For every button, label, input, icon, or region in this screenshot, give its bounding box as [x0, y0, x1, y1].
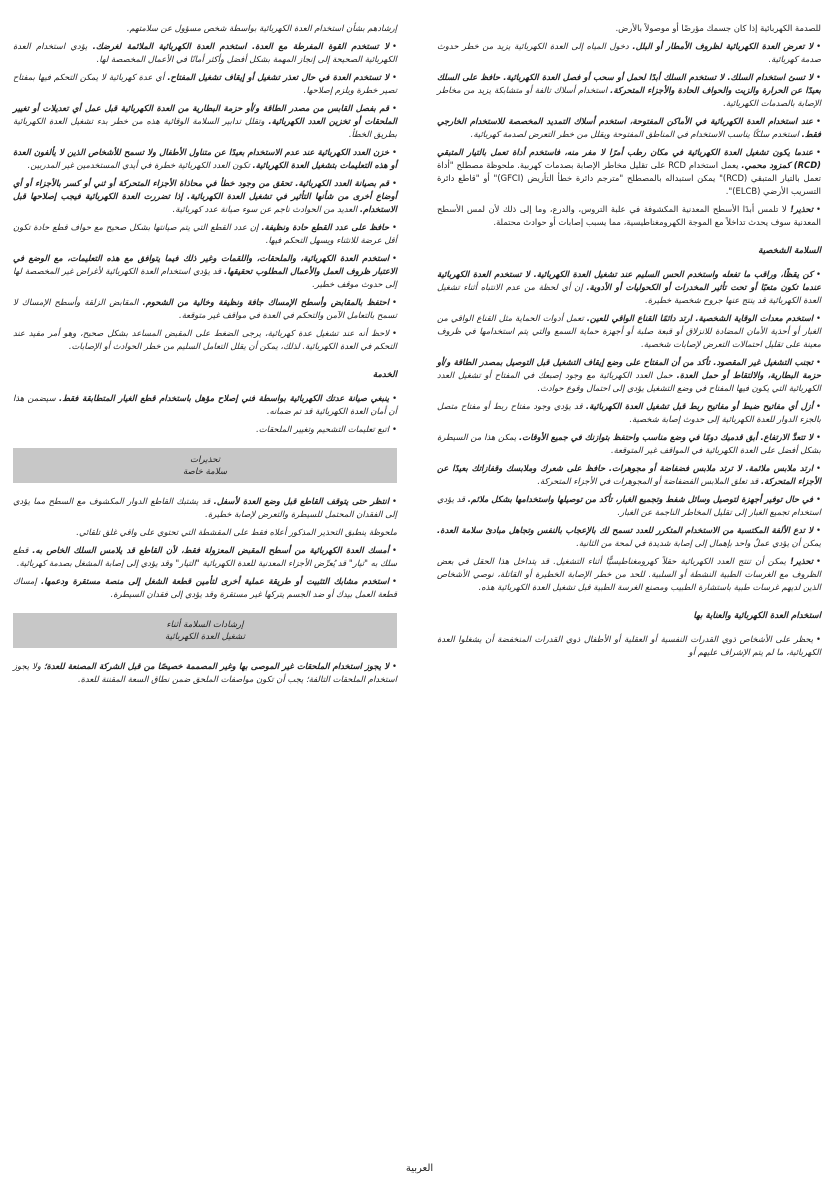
bullet-text: العديد من الحوادث ناجم عن سوء صيانة عدد كهربائية.	[172, 204, 358, 214]
bullet-text: قطع سلك به "تيار" قد يُعرِّض الأجزاء المعدنية للعدة الكهربائية "التيار" وقد يؤدي إلى إصابة المشغل بصدمة كهربائية.	[13, 545, 397, 568]
bullet-text: استخدم سلكًا يناسب الاستخدام في المناطق المفتوحة ويقلل من خطر التعرض لصدمة كهربائية.	[470, 129, 799, 139]
banner-title: إرشادات السلامة أثناء	[166, 620, 244, 630]
bullet-item: •لا تسئ استخدام السلك. لا تستخدم السلك أبدًا لحمل أو سحب أو فصل العدة الكهربائية. حافظ على السلك بعيدًا عن الحرارة والزيت والحواف الحادة والأجزاء المتحركة. استخدام أسلاك تالفة أو متشابكة يزيد من مخاطر الإصابة بالصدمات الكهربائية.	[437, 72, 821, 108]
bullet-item: •أزل أي مفاتيح ضبط أو مفاتيح ربط قبل تشغيل العدة الكهربائية. قد يؤدي وجود مفتاح ربط أو مفتاح متصل بالجزء الدوار للعدة الكهربائية إلى حدوث إصابة شخصية.	[437, 401, 821, 424]
bullet-text: دخول المياه إلى العدة الكهربائية يزيد من خطر حدوث صدمة كهربائية.	[437, 41, 821, 64]
bullet-item: •حافظ على عدد القطع حادة ونظيفة. إن عدد القطع التي يتم صيانتها بشكل صحيح مع حواف قطع حادة تكون أقل عرضة للانثناء ويسهل التحكم فيها.	[13, 222, 397, 245]
bullet-item: •لا تستخدم القوة المفرطة مع العدة. استخدم العدة الكهربائية الملائمة لغرضك. يؤدي استخدام العدة الكهربائية الصحيحة إلى إنجاز المهمة بشكل أفضل وأكثر أمانًا في الأعمال المخصصة لها.	[13, 41, 397, 64]
left-column	[13, 22, 397, 691]
bullet-bold: لا يجوز استخدام الملحقات غير الموصى بها وغير المصممة خصيصًا من قبل الشركة المصنعة للعدة؛	[43, 661, 390, 671]
bullet-bold: استخدم مشابك التثبيت أو طريقة عملية أخرى لتأمين قطعة الشغل إلى منصة مستقرة ودعمها.	[40, 576, 390, 586]
bullet-bold: في حال توفير أجهزة لتوصيل وسائل شفط وتجميع الغبار، تأكد من توصيلها واستخدامها بشكل ملائم.	[467, 494, 814, 504]
bullet-item: •لا تعرض العدة الكهربائية لظروف الأمطار أو البلل. دخول المياه إلى العدة الكهربائية يزيد من خطر حدوث صدمة كهربائية.	[437, 41, 822, 64]
bullet-item: •ينبغي صيانة عدتك الكهربائية بواسطة فني إصلاح مؤهل باستخدام قطع الغيار المتطابقة فقط. سيضمن هذا أن أمان العدة الكهربائية قد تم ضمانه.	[13, 393, 398, 416]
bullet-text: قد تعلق الملابس الفضفاضة أو المجوهرات في الأجزاء المتحركة.	[537, 476, 759, 486]
bullet-bold: كن يقظًا، وراقب ما تفعله واستخدم الحس السليم عند تشغيل العدة الكهربائية. لا تستخدم العدة الكهربائية عندما تكون متعبًا أو تحت تأثير المخدرات أو الكحوليات أو الأدوية.	[437, 269, 821, 292]
bullet-item: •اتبع تعليمات التشحيم وتغيير الملحقات.	[256, 424, 397, 434]
bullet-text: المقابض الزلقة وأسطح الإمساك لا تسمح بالتعامل الآمن والتحكم في العدة في مواقف غير متوقعة.	[13, 297, 397, 320]
bullet-item: •احتفظ بالمقابض وأسطح الإمساك جافة ونظيفة وخالية من الشحوم. المقابض الزلقة وأسطح الإمساك لا تسمح بالتعامل الآمن والتحكم في العدة في مواقف غير متوقعة.	[13, 297, 397, 320]
section-heading-service: الخدمة	[372, 370, 397, 380]
bullet-item: •لا تدع الألفة المكتسبة من الاستخدام المتكرر للعدد تسمح لك بالإعجاب بالنفس وتجاهل مبادئ سلامة العدة. يمكن أن يؤدي عملٌ واحد بإهمال إلى إصابة شديدة في لمحة من الثانية.	[437, 525, 821, 548]
note-paragraph: ملحوظة ينطبق التحذير المذكور أعلاه فقط على المقشطة التي تحتوي على واقي غلق تلقائي.	[76, 527, 397, 537]
bullet-item: •استخدم معدات الوقاية الشخصية. ارتد دائمًا القناع الواقي للعين. تعمل أدوات الحماية مثل القناع الواقي من الغبار أو أحذية الأمان المضادة للانزلاق أو قبعة صلبة أو أجهزة حماية السمع والتي يتم استخدامها في ظروف معينة على تقليل احتمالات التعرض لإصابات شخصية.	[437, 313, 821, 349]
bullet-text: تكون العدد الكهربائية خطرة في أيدي المستخدمين غير المدربين.	[27, 160, 250, 170]
bullet-text: يمكن هذا من السيطرة بشكل أفضل على العدة الكهربائية في المواقف غير المتوقعة.	[437, 432, 821, 455]
bullet-item: •استخدم العدة الكهربائية، والملحقات، واللقمات وغير ذلك فيما يتوافق مع هذه التعليمات، مع الوضع في الاعتبار ظروف العمل والأعمال المطلوب تحقيقها. قد يؤدي استخدام العدة الكهربائية لأغراض غير المخصصة لها إلى حدوث موقف خطير.	[13, 253, 397, 289]
bullet-item: •في حال توفير أجهزة لتوصيل وسائل شفط وتجميع الغبار، تأكد من توصيلها واستخدامها بشكل ملائم. قد يؤدي استخدام تجميع الغبار إلى تقليل المخاطر الناجمة عن الغبار.	[437, 494, 821, 517]
bullet-item: •لا يجوز استخدام الملحقات غير الموصى بها وغير المصممة خصيصًا من قبل الشركة المصنعة للعدة؛ ولا يجوز استخدام الملحقات التالفة؛ يجب أن تكون مواصفات الملحق ضمن نطاق السعة المقننة للعدة.	[13, 661, 397, 684]
bullet-item: •لاحظ أنه عند تشغيل عدة كهربائية، يرجى الضغط على المقبض المساعد بشكل صحيح، وهو أمر مفيد عند التحكم في العدة الكهربائية. لذلك، يمكن أن يقلل التعامل السليم من خطر الحوادث أو الإصابات.	[13, 328, 397, 351]
bullet-text: يؤدي استخدام العدة الكهربائية الصحيحة إلى إنجاز المهمة بشكل أفضل وأكثر أمانًا في الأعمال المخصصة لها.	[13, 41, 397, 64]
bullet-text: لا تلمس أبدًا الأسطح المعدنية المكشوفة في علبة التروس، والدرع، وما إلى ذلك لأن لمس الأسطح المعدنية سوف يحدث تداخلاً مع الموجة الكهرومغناطيسية، مما يسبب إصابات أو حوادث محتملة.	[437, 204, 821, 227]
banner-subtitle: سلامة خاصة	[182, 467, 228, 477]
operation-safety-banner	[13, 613, 397, 648]
bullet-text: قد يؤدي استخدام العدة الكهربائية لأغراض غير المخصصة لها إلى حدوث موقف خطير.	[13, 266, 397, 289]
bullet-text: لاحظ أنه عند تشغيل عدة كهربائية، يرجى الضغط على المقبض المساعد بشكل صحيح، وهو أمر مفيد عند التحكم في العدة الكهربائية. لذلك، يمكن أن يقلل التعامل السليم من خطر الحوادث أو الإصابات.	[13, 328, 397, 351]
bullet-bold: قم بصيانة العدد الكهربائية. تحقق من وجود خطأ في محاذاة الأجزاء المتحركة أو ثني أو كسر بالأجزاء أو أي أوضاع أخرى من شأنها التأثير في تشغيل العدة الكهربائية. إذا تضررت العدة الكهربائية فيجب إصلاحها قبل الاستخدام.	[13, 178, 397, 214]
bullet-text: إن عدد القطع التي يتم صيانتها بشكل صحيح مع حواف قطع حادة تكون أقل عرضة للانثناء ويسهل التحكم فيها.	[13, 222, 397, 245]
right-column	[437, 22, 821, 664]
bullet-item: •يحظر على الأشخاص ذوي القدرات النفسية أو العقلية أو الأطفال ذوي القدرات المنخفضة أن يشغلوا العدة الكهربائية، ما لم يتم الإشراف عليهم أو	[437, 634, 821, 657]
bullet-bold: لا تسئ استخدام السلك. لا تستخدم السلك أبدًا لحمل أو سحب أو فصل العدة الكهربائية. حافظ على السلك بعيدًا عن الحرارة والزيت والحواف الحادة والأجزاء المتحركة.	[437, 72, 821, 95]
bullet-item: •انتظر حتى يتوقف القاطع قبل وضع العدة لأسفل. قد يشتبك القاطع الدوار المكشوف مع السطح مما يؤدي إلى الفقدان المحتمل للسيطرة والتعرض لإصابة خطيرة.	[13, 496, 397, 519]
bullet-bold: لا تتعدَّ الارتفاع. أبق قدميك دومًا في وضع مناسب واحتفظ بتوازنك في جميع الأوقات.	[519, 432, 814, 442]
bullet-item: •لا تتعدَّ الارتفاع. أبق قدميك دومًا في وضع مناسب واحتفظ بتوازنك في جميع الأوقات. يمكن هذا من السيطرة بشكل أفضل على العدة الكهربائية في المواقف غير المتوقعة.	[437, 432, 821, 455]
bullet-bold: أزل أي مفاتيح ضبط أو مفاتيح ربط قبل تشغيل العدة الكهربائية.	[585, 401, 814, 411]
bullet-bold: تجنب التشغيل غير المقصود. تأكد من أن المفتاح على وضع إيقاف التشغيل قبل التوصيل بمصدر الطاقة و/أو حزمة البطارية، والالتقاط أو حمل العدة.	[437, 357, 821, 380]
bullet-bold: عندما يكون تشغيل العدة الكهربائية في مكان رطب أمرًا لا مفر منه، فاستخدم أداة تعمل بالتيار المتبقي (RCD) كمزود محمي.	[437, 147, 821, 170]
banner-subtitle: تشغيل العدة الكهربائية	[165, 632, 245, 642]
bullet-item: •قم بفصل القابس من مصدر الطاقة و/أو حزمة البطارية من العدة الكهربائية قبل عمل أي تعديلات أو تغيير الملحقات أو تخزين العدد الكهربائية. وتقلل تدابير السلامة الوقائية هذه من خطر بدء تشغيل العدة الكهربائية بطريق الخطأ.	[13, 103, 397, 139]
bullet-text: يمكن أن تنتج العدد الكهربائية حقلاً كهرومغناطيسيًّا أثناء التشغيل. قد يتداخل هذا الحقل في بعض الظروف مع الغرسات الطبية النشطة أو السلبية. للحد من خطر الإصابة الخطيرة أو القاتلة، نوصي الأشخاص الذين لديهم غرسات طبية باستشارة الطبيب ومصنع الغرسة الطبية قبل تشغيل العدة الكهربائية هذه.	[437, 556, 821, 592]
bullet-bold: لا تستخدم القوة المفرطة مع العدة. استخدم العدة الكهربائية الملائمة لغرضك.	[92, 41, 390, 51]
paragraph: إرشادهم بشأن استخدام العدة الكهربائية بواسطة شخص مسؤول عن سلامتهم.	[126, 23, 397, 33]
bullet-item: •تجنب التشغيل غير المقصود. تأكد من أن المفتاح على وضع إيقاف التشغيل قبل التوصيل بمصدر الطاقة و/أو حزمة البطارية، والالتقاط أو حمل العدة. حمل العدد الكهربائية مع وجود إصبعك في المفتاح أو تشغيل العدد الكهربائية التي يكون فيها المفتاح في وضع التشغيل يؤدي إلى احتمال وقوع حوادث.	[437, 357, 821, 393]
section-heading-tool-use-care: استخدام العدة الكهربائية والعناية بها	[693, 611, 821, 621]
banner-title: تحذيرات	[189, 455, 221, 465]
bullet-bold: لا تعرض العدة الكهربائية لظروف الأمطار أو البلل.	[632, 41, 814, 51]
bullet-item: •كن يقظًا، وراقب ما تفعله واستخدم الحس السليم عند تشغيل العدة الكهربائية. لا تستخدم العدة الكهربائية عندما تكون متعبًا أو تحت تأثير المخدرات أو الكحوليات أو الأدوية. إن أي لحظة من عدم الانتباه أثناء تشغيل العدة الكهربائية قد ينتج عنها جروح شخصية خطيرة.	[437, 269, 821, 305]
bullet-text: قد يؤدي استخدام تجميع الغبار إلى تقليل المخاطر الناجمة عن الغبار.	[437, 494, 821, 517]
bullet-item: •عندما يكون تشغيل العدة الكهربائية في مكان رطب أمرًا لا مفر منه، فاستخدم أداة تعمل بالتيار المتبقي (RCD) كمزود محمي. يعمل استخدام RCD على تقليل مخاطر الإصابة بصدمات كهربية. ملحوظة مصطلح "أداة تعمل بالتيار المتبقي (RCD)" يمكن استبداله بالمصطلح "مترجم دائرة خطأ التأريض (GFCI)" أو "قاطع دائرة التسريب الأرضي (ELCB)".	[437, 147, 822, 196]
section-heading-personal-safety: السلامة الشخصية	[758, 246, 821, 256]
bullet-item: •ارتد ملابس ملائمة. لا ترتد ملابس فضفاضة أو مجوهرات. حافظ على شعرك وملابسك وقفازاتك بعيدًا عن الأجزاء المتحركة. قد تعلق الملابس الفضفاضة أو المجوهرات في الأجزاء المتحركة.	[437, 463, 821, 486]
bullet-bold: لا تدع الألفة المكتسبة من الاستخدام المتكرر للعدد تسمح لك بالإعجاب بالنفس وتجاهل مبادئ سلامة العدة.	[437, 525, 814, 535]
bullet-bold: استخدم العدة الكهربائية، والملحقات، واللقمات وغير ذلك فيما يتوافق مع هذه التعليمات، مع الوضع في الاعتبار ظروف العمل والأعمال المطلوب تحقيقها.	[13, 253, 397, 276]
bullet-text: استخدام أسلاك تالفة أو متشابكة يزيد من مخاطر الإصابة بالصدمات الكهربائية.	[437, 85, 821, 108]
bullet-bold: قم بفصل القابس من مصدر الطاقة و/أو حزمة البطارية من العدة الكهربائية قبل عمل أي تعديلات أو تغيير الملحقات أو تخزين العدد الكهربائية.	[13, 103, 397, 126]
bullet-bold: ارتد ملابس ملائمة. لا ترتد ملابس فضفاضة أو مجوهرات. حافظ على شعرك وملابسك وقفازاتك بعيدًا عن الأجزاء المتحركة.	[437, 463, 821, 486]
bullet-text: إن أي لحظة من عدم الانتباه أثناء تشغيل العدة الكهربائية قد ينتج عنها جروح شخصية خطيرة.	[437, 282, 821, 305]
bullet-bold: عند استخدام العدة الكهربائية في الأماكن المفتوحة، استخدم أسلاك التمديد المخصصة للاستخدام الخارجي فقط.	[437, 116, 821, 139]
bullet-bold: خزن العدد الكهربائية عند عدم الاستخدام بعيدًا عن متناول الأطفال ولا تسمح للأشخاص الذين لا يألفون العدة أو هذه التعليمات بتشغيل العدة الكهربائية.	[13, 147, 397, 170]
bullet-item: •أمسك العدة الكهربائية من أسطح المقبض المعزولة فقط، لأن القاطع قد يلامس السلك الخاص به. قطع سلك به "تيار" قد يُعرِّض الأجزاء المعدنية للعدة الكهربائية "التيار" وقد يؤدي إلى إصابة المشغل بصدمة كهربائية.	[13, 545, 397, 568]
warning-label: تحذير!	[790, 204, 814, 214]
bullet-bold: استخدم معدات الوقاية الشخصية. ارتد دائمًا القناع الواقي للعين.	[586, 313, 814, 323]
bullet-bold: حافظ على عدد القطع حادة ونظيفة.	[261, 222, 390, 232]
bullet-text: سيضمن هذا أن أمان العدة الكهربائية قد تم ضمانه.	[13, 393, 397, 416]
bullet-item: •لا تستخدم العدة في حال تعذر تشغيل أو إيقاف تشغيل المفتاح. أي عدة كهربائية لا يمكن التحكم فيها بمفتاح تصير خطرة ويلزم إصلاحها.	[13, 72, 397, 95]
paragraph: للصدمة الكهربائية إذا كان جسمك مؤرضًا أو موصولاً بالأرض.	[615, 23, 821, 33]
bullet-text: ولا يجوز استخدام الملحقات التالفة؛ يجب أن تكون مواصفات الملحق ضمن نطاق السعة المقننة للعدة.	[13, 661, 397, 684]
bullet-text: يحظر على الأشخاص ذوي القدرات النفسية أو العقلية أو الأطفال ذوي القدرات المنخفضة أن يشغلوا العدة الكهربائية، ما لم يتم الإشراف عليهم أو	[437, 634, 821, 657]
bullet-text: يمكن أن يؤدي عملٌ واحد بإهمال إلى إصابة شديدة في لمحة من الثانية.	[576, 538, 821, 548]
bullet-bold: انتظر حتى يتوقف القاطع قبل وضع العدة لأسفل.	[213, 496, 390, 506]
bullet-text: أي عدة كهربائية لا يمكن التحكم فيها بمفتاح تصير خطرة ويلزم إصلاحها.	[13, 72, 397, 95]
bullet-item: •خزن العدد الكهربائية عند عدم الاستخدام بعيدًا عن متناول الأطفال ولا تسمح للأشخاص الذين لا يألفون العدة أو هذه التعليمات بتشغيل العدة الكهربائية. تكون العدد الكهربائية خطرة في أيدي المستخدمين غير المدربين.	[13, 147, 397, 170]
warning-item: •تحذير! يمكن أن تنتج العدد الكهربائية حقلاً كهرومغناطيسيًّا أثناء التشغيل. قد يتداخل هذا الحقل في بعض الظروف مع الغرسات الطبية النشطة أو السلبية. للحد من خطر الإصابة الخطيرة أو القاتلة، نوصي الأشخاص الذين لديهم غرسات طبية باستشارة الطبيب ومصنع الغرسة الطبية قبل تشغيل العدة الكهربائية هذه.	[437, 556, 821, 592]
warning-label: تحذير!	[790, 556, 814, 566]
page-footer-language: العربية	[405, 1163, 434, 1174]
bullet-bold: احتفظ بالمقابض وأسطح الإمساك جافة ونظيفة وخالية من الشحوم.	[142, 297, 390, 307]
bullet-text: اتبع تعليمات التشحيم وتغيير الملحقات.	[256, 424, 390, 434]
bullet-bold: أمسك العدة الكهربائية من أسطح المقبض المعزولة فقط، لأن القاطع قد يلامس السلك الخاص به.	[32, 545, 390, 555]
bullet-text: وتقلل تدابير السلامة الوقائية هذه من خطر بدء تشغيل العدة الكهربائية بطريق الخطأ.	[13, 116, 397, 139]
bullet-item: •قم بصيانة العدد الكهربائية. تحقق من وجود خطأ في محاذاة الأجزاء المتحركة أو ثني أو كسر بالأجزاء أو أي أوضاع أخرى من شأنها التأثير في تشغيل العدة الكهربائية. إذا تضررت العدة الكهربائية فيجب إصلاحها قبل الاستخدام. العديد من الحوادث ناجم عن سوء صيانة عدد كهربائية.	[13, 178, 397, 214]
bullet-bold: ينبغي صيانة عدتك الكهربائية بواسطة فني إصلاح مؤهل باستخدام قطع الغيار المتطابقة فقط.	[59, 393, 390, 403]
special-safety-banner	[13, 448, 397, 483]
bullet-text: يعمل استخدام RCD على تقليل مخاطر الإصابة بصدمات كهربية. ملحوظة مصطلح "أداة تعمل بالتيار المتبقي (RCD)" يمكن استبداله بالمصطلح "مترجم دائرة خطأ التأريض (GFCI)" أو "قاطع دائرة التسريب الأرضي (ELCB)".	[437, 160, 822, 196]
bullet-text: حمل العدد الكهربائية مع وجود إصبعك في المفتاح أو تشغيل العدد الكهربائية التي يكون فيها المفتاح في وضع التشغيل يؤدي إلى احتمال وقوع حوادث.	[437, 370, 821, 393]
bullet-text: إمساك قطعة العمل بيدك أو ضد الجسم يتركها غير مستقرة وقد يؤدي إلى فقدان السيطرة.	[13, 576, 397, 599]
bullet-text: قد يشتبك القاطع الدوار المكشوف مع السطح مما يؤدي إلى الفقدان المحتمل للسيطرة والتعرض لإصابة خطيرة.	[13, 496, 397, 519]
bullet-item: •عند استخدام العدة الكهربائية في الأماكن المفتوحة، استخدم أسلاك التمديد المخصصة للاستخدام الخارجي فقط. استخدم سلكًا يناسب الاستخدام في المناطق المفتوحة ويقلل من خطر التعرض لصدمة كهربائية.	[437, 116, 821, 139]
bullet-text: تعمل أدوات الحماية مثل القناع الواقي من الغبار أو أحذية الأمان المضادة للانزلاق أو قبعة صلبة أو أجهزة حماية السمع والتي يتم استخدامها في ظروف معينة على تقليل احتمالات التعرض لإصابات شخصية.	[437, 313, 821, 349]
warning-item: •تحذير! لا تلمس أبدًا الأسطح المعدنية المكشوفة في علبة التروس، والدرع، وما إلى ذلك لأن لمس الأسطح المعدنية سوف يحدث تداخلاً مع الموجة الكهرومغناطيسية، مما يسبب إصابات أو حوادث محتملة.	[437, 204, 821, 227]
bullet-bold: لا تستخدم العدة في حال تعذر تشغيل أو إيقاف تشغيل المفتاح.	[167, 72, 390, 82]
bullet-item: •استخدم مشابك التثبيت أو طريقة عملية أخرى لتأمين قطعة الشغل إلى منصة مستقرة ودعمها. إمساك قطعة العمل بيدك أو ضد الجسم يتركها غير مستقرة وقد يؤدي إلى فقدان السيطرة.	[13, 576, 397, 599]
bullet-text: قد يؤدي وجود مفتاح ربط أو مفتاح متصل بالجزء الدوار للعدة الكهربائية إلى حدوث إصابة شخصية.	[437, 401, 821, 424]
